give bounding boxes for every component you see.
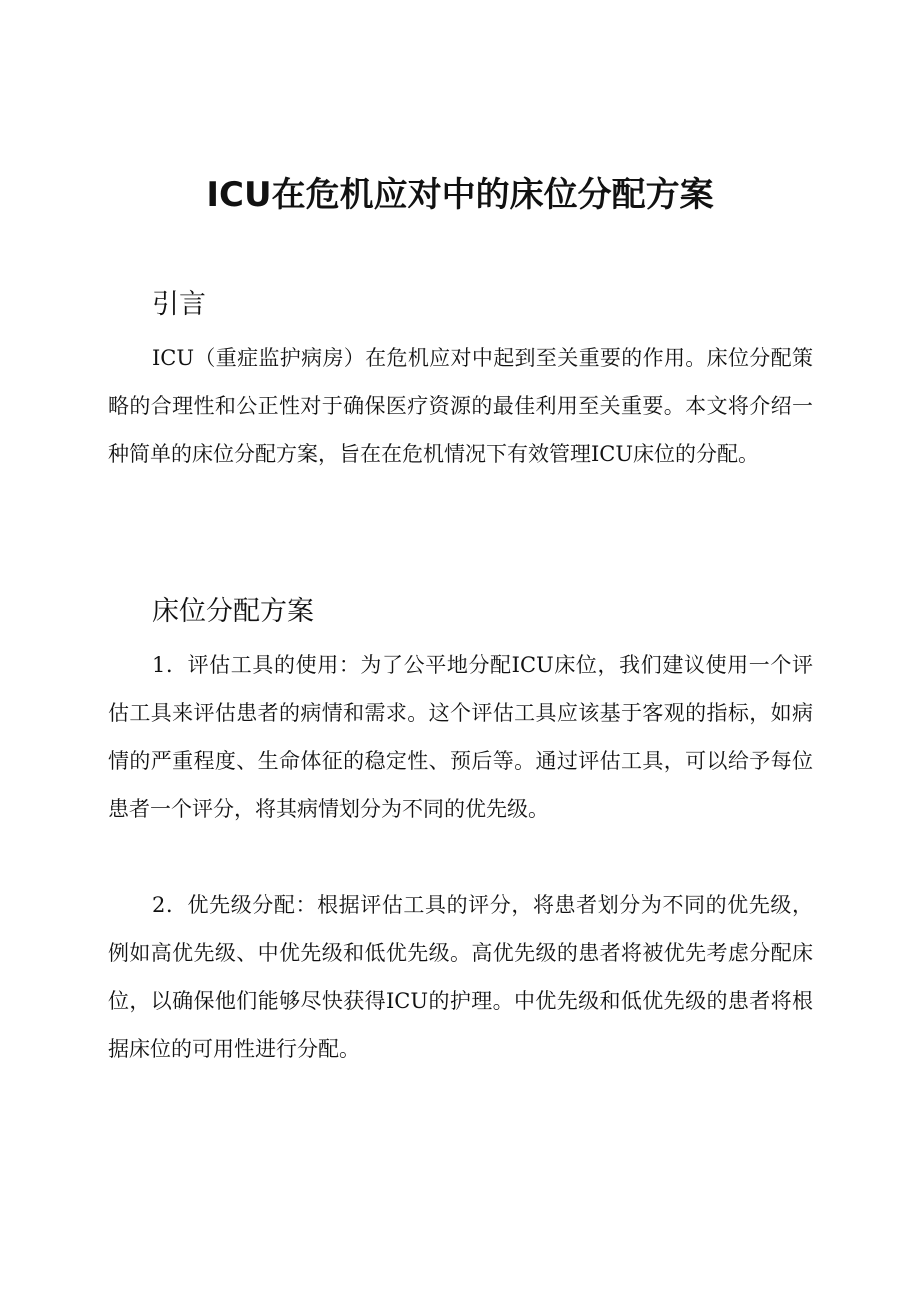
document-title: ICU在危机应对中的床位分配方案 [206, 175, 714, 215]
plan-item-priority-allocation: 2．优先级分配：根据评估工具的评分，将患者划分为不同的优先级，例如高优先级、中优先级和低优先级。高优先级的患者将被优先考虑分配床位，以确保他们能够尽快获得ICU的护理。中优先级和低优先级的患者将根据床位的可用性进行分配。 [108, 893, 813, 1061]
section-heading-bed-allocation-plan: 床位分配方案 [152, 596, 314, 627]
plan-item-assessment-tool: 1．评估工具的使用：为了公平地分配ICU床位，我们建议使用一个评估工具来评估患者的病情和需求。这个评估工具应该基于客观的指标，如病情的严重程度、生命体征的稳定性、预后等。通过评估工具，可以给予每位患者一个评分，将其病情划分为不同的优先级。 [108, 653, 813, 821]
introduction-paragraph: ICU（重症监护病房）在危机应对中起到至关重要的作用。床位分配策略的合理性和公正性对于确保医疗资源的最佳利用至关重要。本文将介绍一种简单的床位分配方案，旨在在危机情况下有效管理ICU床位的分配。 [108, 346, 813, 466]
section-heading-introduction: 引言 [152, 289, 206, 320]
